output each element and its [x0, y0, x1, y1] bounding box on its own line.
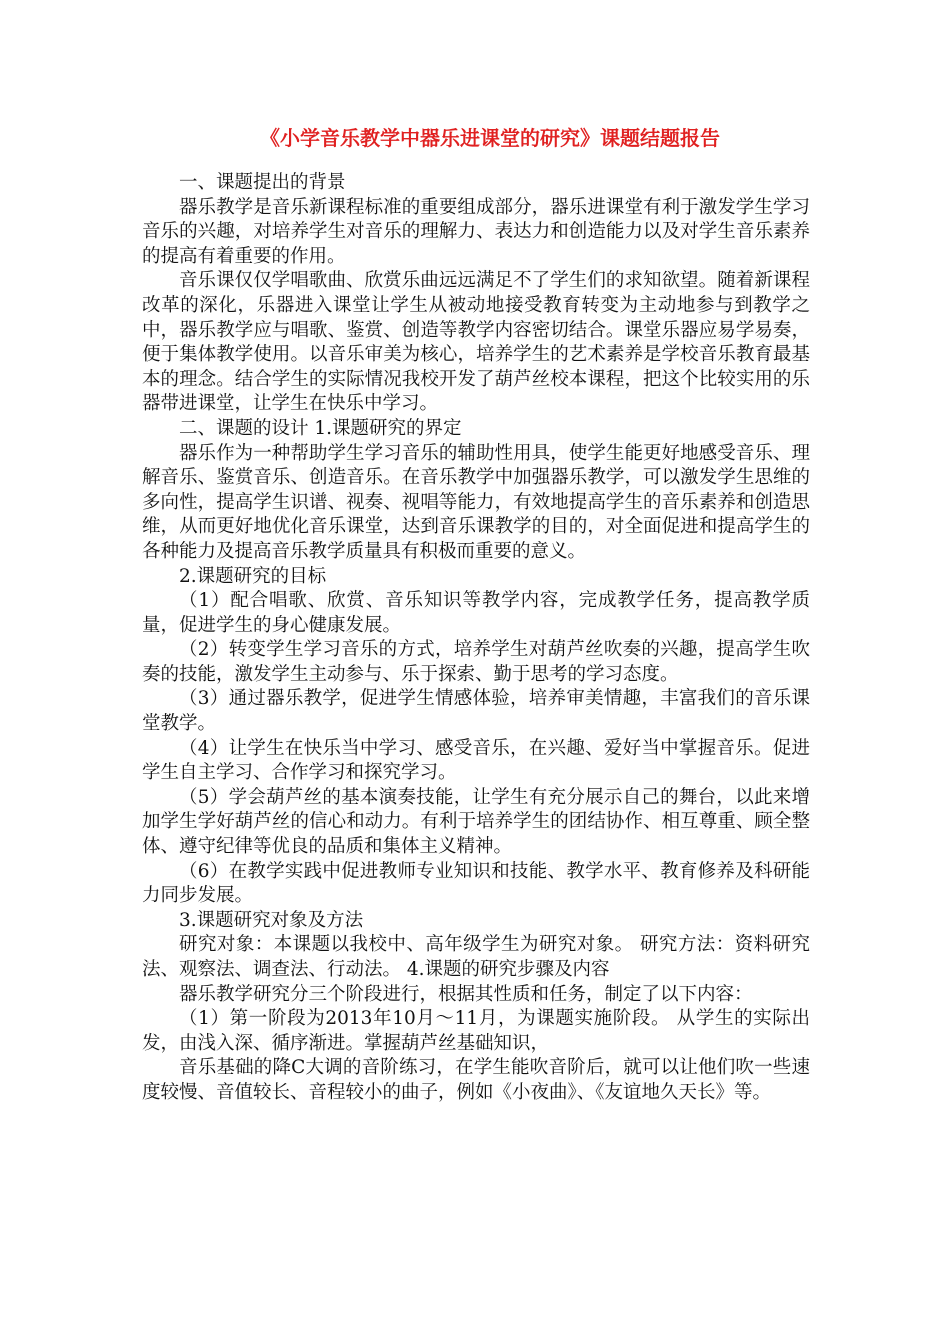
goal-item: （3）通过器乐教学，促进学生情感体验，培养审美情趣，丰富我们的音乐课堂教学。: [142, 688, 810, 735]
document-body: [142, 171, 810, 1106]
goal-item: （6）在教学实践中促进教师专业知识和技能、教学水平、教育修养及科研能力同步发展。: [142, 860, 810, 907]
goal-item: （2）转变学生学习音乐的方式，培养学生对葫芦丝吹奏的兴趣，提高学生吹奏的技能，激发学生主动参与、乐于探索、勤于思考的学习态度。: [142, 639, 810, 685]
section-heading-design: 二、课题的设计 1.课题研究的界定: [179, 417, 462, 439]
section-heading-background: 一、课题提出的背景: [179, 172, 346, 193]
paragraph: 器乐教学研究分三个阶段进行，根据其性质和任务，制定了以下内容：: [179, 983, 753, 1005]
subheading-subjects-methods: 3.课题研究对象及方法: [179, 909, 364, 931]
goal-item: （1）配合唱歌、欣赏、音乐知识等教学内容，完成教学任务，提高教学质量，促进学生的身心健康发展。: [142, 590, 810, 636]
goal-item: （5）学会葫芦丝的基本演奏技能，让学生有充分展示自己的舞台，以此来增加学生学好葫芦丝的信心和动力。有利于培养学生的团结协作、相互尊重、顾全整体、遵守纪律等优良的品质和集体主义精神。: [142, 786, 810, 858]
paragraph: 研究对象：本课题以我校中、高年级学生为研究对象。 研究方法：资料研究法、观察法、调查法、行动法。 4.课题的研究步骤及内容: [142, 934, 810, 980]
paragraph: 器乐教学是音乐新课程标准的重要组成部分，器乐进课堂有利于激发学生学习音乐的兴趣，对培养学生对音乐的理解力、表达力和创造能力以及对学生音乐素养的提高有着重要的作用。: [142, 196, 810, 267]
paragraph: 音乐课仅仅学唱歌曲、欣赏乐曲远远满足不了学生们的求知欲望。随着新课程改革的深化，乐器进入课堂让学生从被动地接受教育转变为主动地参与到教学之中，器乐教学应与唱歌、鉴赏、创造等教学内容密切结合。课堂乐器应易学易奏，便于集体教学使用。以音乐审美为核心，培养学生的艺术素养是学校音乐教育最基本的理念。结合学生的实际情况我校开发了葫芦丝校本课程，把这个比较实用的乐器带进课堂，让学生在快乐中学习。: [142, 270, 810, 415]
stage-item: （1）第一阶段为2013年10月～11月，为课题实施阶段。 从学生的实际出发，由浅入深、循序渐进。掌握葫芦丝基础知识，: [142, 1008, 810, 1054]
paragraph: 器乐作为一种帮助学生学习音乐的辅助性用具，使学生能更好地感受音乐、理解音乐、鉴赏音乐、创造音乐。在音乐教学中加强器乐教学，可以激发学生思维的多向性，提高学生识谱、视奏、视唱等能力，有效地提高学生的音乐素养和创造思维，从而更好地优化音乐课堂，达到音乐课教学的目的，对全面促进和提高学生的各种能力及提高音乐教学质量具有积极而重要的意义。: [142, 442, 810, 562]
paragraph: 音乐基础的降C大调的音阶练习，在学生能吹音阶后，就可以让他们吹一些速度较慢、音值较长、音程较小的曲子，例如《小夜曲》、《友谊地久天长》等。: [142, 1057, 810, 1103]
document-title: 《小学音乐教学中器乐进课堂的研究》课题结题报告: [260, 126, 720, 150]
goal-item: （4）让学生在快乐当中学习、感受音乐，在兴趣、爱好当中掌握音乐。促进学生自主学习、合作学习和探究学习。: [142, 737, 810, 784]
subheading-goals: 2.课题研究的目标: [179, 565, 327, 587]
